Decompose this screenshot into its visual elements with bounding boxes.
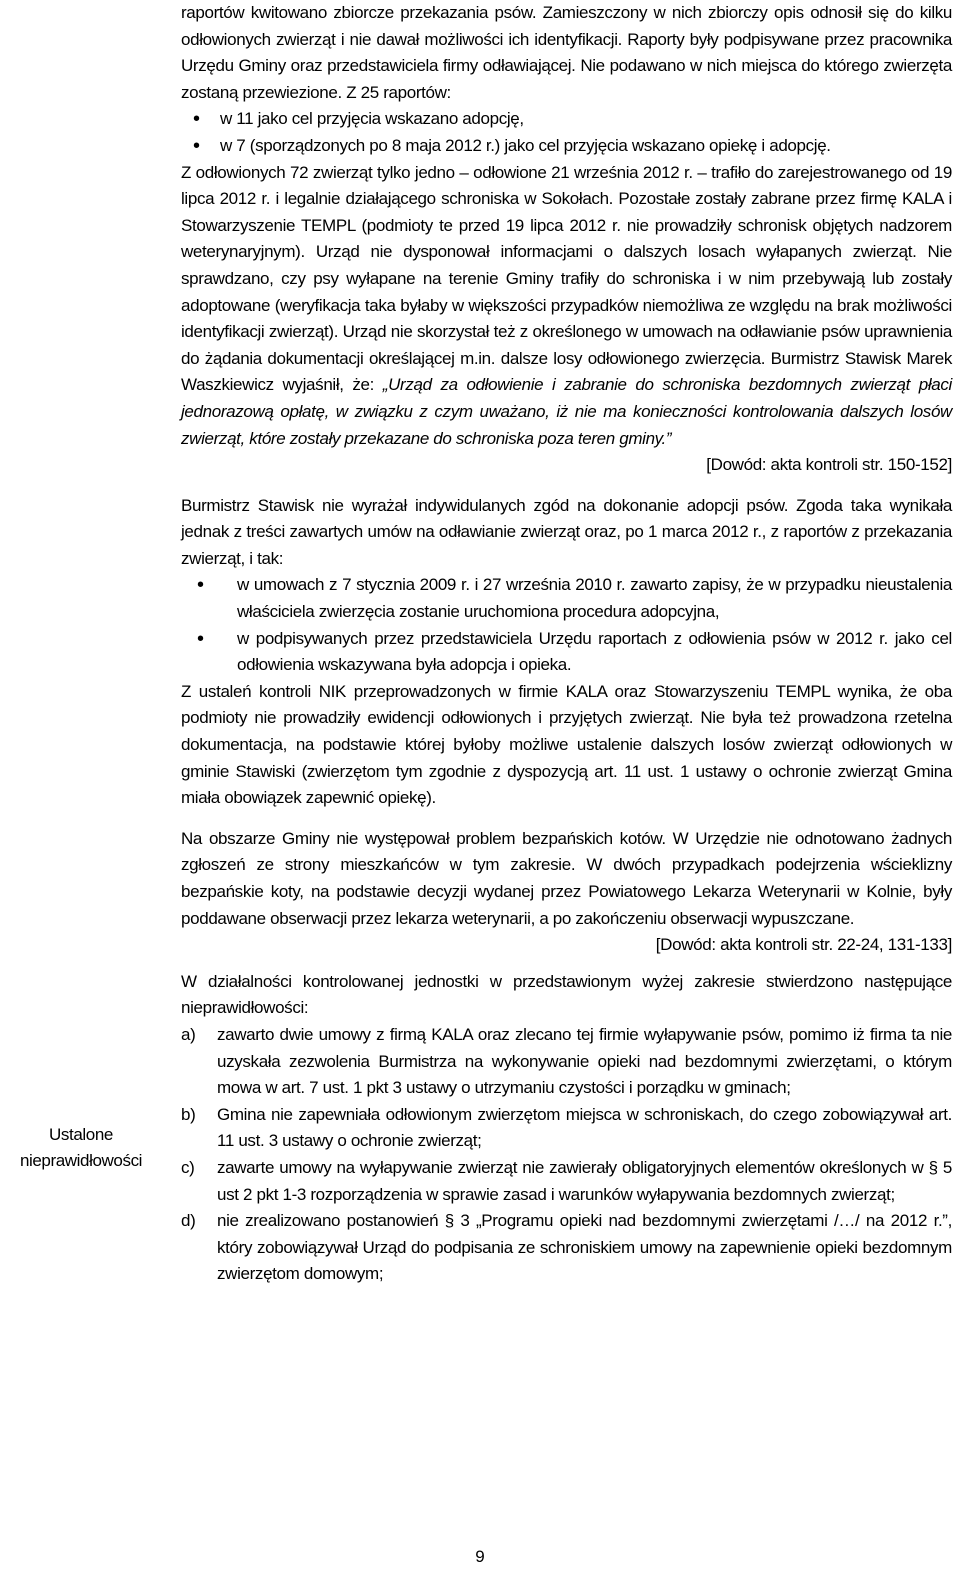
list-item <box>181 1102 952 1155</box>
raport-bullet-list <box>181 106 952 159</box>
adoption-bullet-list <box>181 572 952 678</box>
page-number: 9 <box>475 1547 485 1566</box>
list-marker: d) <box>181 1211 196 1231</box>
list-item: • w umowach z 7 stycznia 2009 r. i 27 września 2010 r. zawarto zapisy, że w przypadku nieustalenia właściciela zwierzęcia zostanie uruchomiona procedura adopcyjna, <box>181 572 952 625</box>
margin-heading-line-2: nieprawidłowości <box>19 1151 143 1170</box>
list-item: • w 7 (sporządzonych po 8 maja 2012 r.) jako cel przyjęcia wskazano opiekę i adopcję. <box>181 133 952 160</box>
paragraph-cats: Na obszarze Gminy nie występował problem bezpańskich kotów. W Urzędzie nie odnotowano żadnych zgłoszeń ze strony mieszkańców w tym zakresie. W dwóch przypadkach podejrzenia wścieklizny bezpańskie koty, na podstawie decyzji wydanej przez Powiatowego Lekarza Weterynarii w Kolnie, były poddawane obserwacji przez lekarza weterynarii, a po zakończeniu obserwacji wypuszczane. <box>181 828 952 928</box>
margin-heading <box>0 1122 162 1174</box>
list-marker: b) <box>181 1104 196 1124</box>
list-item-text: Gmina nie zapewniała odłowionym zwierzętom miejsca w schroniskach, do czego zobowiązywał art. 11 ust. 3 ustawy o ochronie zwierząt; <box>217 1104 952 1151</box>
paragraph-adoption: Burmistrz Stawisk nie wyrażał indywidulanych zgód na dokonanie adopcji psów. Zgoda taka wynikała jednak z treści zawartych umów na odławianie zwierząt oraz, po 1 marca 2012 r., z raportów z przekazania zwierząt, i tak: <box>181 495 952 568</box>
evidence-reference: [Dowód: akta kontroli str. 150-152] <box>706 455 952 475</box>
list-item <box>181 1022 952 1102</box>
paragraph-raports: raportów kwitowano zbiorcze przekazania psów. Zamieszczony w nich zbiorczy opis odnosił się do kilku odłowionych zwierząt i nie dawał możliwości ich identyfikacji. Raporty były podpisywane przez pracownika Urzędu Gminy oraz przedstawiciela firmy odławiającej. Nie podawano w nich miejsca do którego zwierzęta zostaną przewiezione. Z 25 raportów: <box>181 3 952 102</box>
list-item <box>181 1208 952 1288</box>
list-item <box>181 1155 952 1208</box>
list-item: • w 11 jako cel przyjęcia wskazano adopcję, <box>181 106 952 133</box>
paragraph-text: Z odłowionych 72 zwierząt tylko jedno – odłowione 21 września 2012 r. – trafiło do zarejestrowanego od 19 lipca 2012 r. i legalnie działającego schroniska w Sokołach. Pozostałe zostały zabrane przez firmę KALA i Stowarzyszenie TEMPL (podmioty te przed 19 lipca 2012 r. nie prowadziły schronisk objętych nadzorem weterynaryjnym). Urząd nie dysponował informacjami o dalszych losach wyłapanych zwierząt. Nie sprawdzano, czy psy wyłapane na terenie Gminy trafiły do schroniska i w nim przebywają lub zostały adoptowane (weryfikacja taka byłaby w większości przypadków niemożliwa ze względu na brak możliwości identyfikacji zwierząt). Urząd nie skorzystał też z określonego w umowach na odławianie psów uprawnienia do żądania dokumentacji określającej m.in. dalsze losy odłowionego zwierzęcia. Burmistrz Stawisk Marek Waszkiewicz wyjaśnił, że: <box>181 162 952 395</box>
mayor-quote: „Urząd za odłowienie i zabranie do schroniska bezdomnych zwierząt płaci jednorazową opłatę, w związku z czym uważano, iż nie ma konieczności kontrolowania dalszych losów zwierząt, które zostały przekazane do schroniska poza teren gminy.” <box>181 375 952 448</box>
irregularities-list <box>181 1022 952 1288</box>
paragraph-animals-fate <box>181 160 952 453</box>
list-marker: c) <box>181 1157 195 1177</box>
list-marker: a) <box>181 1024 196 1044</box>
list-item-text: nie zrealizowano postanowień § 3 „Programu opieki nad bezdomnymi zwierzętami /…/ na 2012 r.”, który zobowiązywał Urząd do podpisania ze schroniskiem umowy na zapewnienie opieki bezdomnym zwierzętom domowym; <box>217 1211 952 1284</box>
list-item-text: zawarte umowy na wyłapywanie zwierząt nie zawierały obligatoryjnych elementów określonych w § 5 ust 2 pkt 1-3 rozporządzenia w sprawie zasad i warunków wyłapywania bezdomnych zwierząt; <box>217 1157 952 1204</box>
paragraph-irregularities-intro: W działalności kontrolowanej jednostki w przedstawionym wyżej zakresie stwierdzono następujące nieprawidłowości: <box>181 971 952 1018</box>
main-text <box>181 0 952 1288</box>
paragraph-nik-findings: Z ustaleń kontroli NIK przeprowadzonych w firmie KALA oraz Stowarzyszeniu TEMPL wynika, że oba podmioty nie prowadziły ewidencji odłowionych i przyjętych zwierząt. Nie była też prowadzona rzetelna dokumentacja, na podstawie której byłoby możliwe ustalenie dalszych losów zwierząt odłowionych w gminie Stawiski (zwierzętom tym zgodnie z dyspozycją art. 11 ust. 1 ustawy o ochronie zwierząt Gmina miała obowiązek zapewnić opiekę). <box>181 681 952 808</box>
evidence-reference: [Dowód: akta kontroli str. 22-24, 131-133] <box>655 935 952 955</box>
margin-heading-line-1: Ustalone <box>49 1125 113 1144</box>
list-item: • w podpisywanych przez przedstawiciela Urzędu raportach z odłowienia psów w 2012 r. jako cel odłowienia wskazywana była adopcja i opieka. <box>181 626 952 679</box>
list-item-text: zawarto dwie umowy z firmą KALA oraz zlecano tej firmie wyłapywanie psów, pomimo iż firma ta nie uzyskała zezwolenia Burmistrza na wykonywanie opieki nad bezdomnymi zwierzętami, o którym mowa w art. 7 ust. 1 pkt 3 ustawy o utrzymaniu czystości i porządku w gminach; <box>217 1024 952 1098</box>
